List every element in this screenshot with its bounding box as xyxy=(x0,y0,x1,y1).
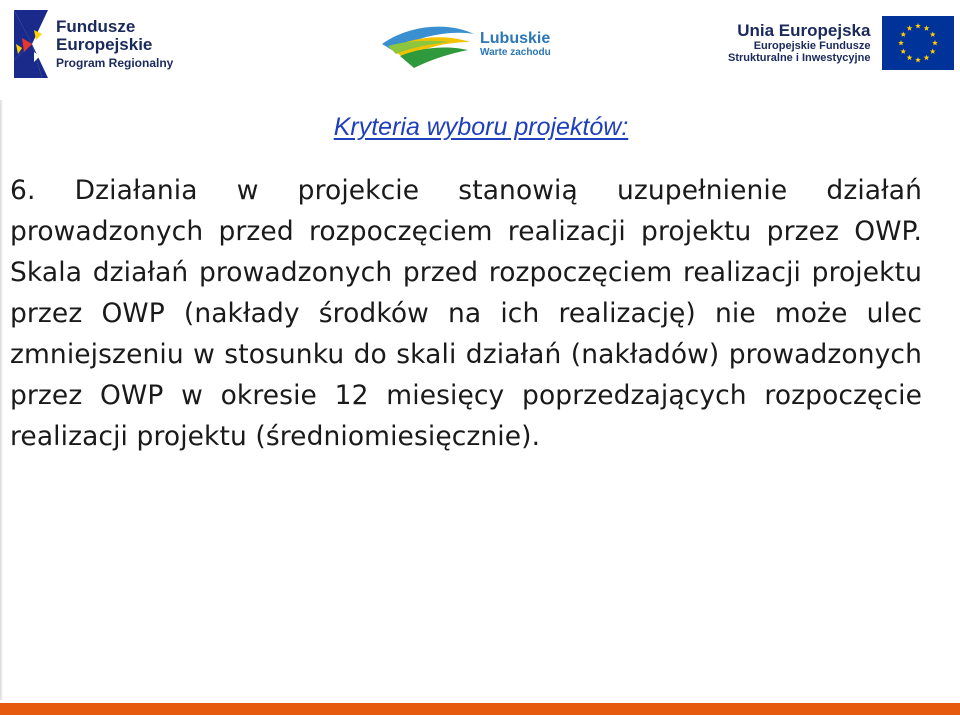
logo-unia-europejska xyxy=(728,16,954,70)
bottom-accent-bar xyxy=(0,703,960,715)
lubuskie-logo-text xyxy=(480,31,551,58)
fe-logo-line3: Program Regionalny xyxy=(56,56,174,71)
eu-flag-icon xyxy=(882,16,954,70)
ue-logo-line1: Unia Europejska xyxy=(737,20,871,40)
slide-title-container xyxy=(0,113,960,142)
logo-lubuskie xyxy=(380,16,551,74)
fundusze-europejskie-flag-icon xyxy=(12,8,50,80)
fe-logo-line2: Europejskie xyxy=(56,35,153,55)
ue-logo-line2: Europejskie Fundusze xyxy=(753,40,871,53)
left-edge-shadow xyxy=(0,100,3,700)
lubuskie-swoosh-icon xyxy=(380,16,476,74)
slide-title: Kryteria wyboru projektów: xyxy=(333,113,629,141)
ue-logo-line3: Strukturalne i Inwestycyjne xyxy=(728,52,871,65)
lubuskie-logo-tagline: Warte zachodu xyxy=(480,47,551,59)
fe-logo-text xyxy=(56,18,173,69)
header-logos xyxy=(0,0,960,88)
ue-logo-text xyxy=(728,22,870,65)
criterion-6-text: 6. Działania w projekcie stanowią uzupełnienie działań prowadzonych przed rozpoczęciem realizacji projektu przez OWP. Skala działań prowadzonych przed rozpoczęciem realizacji projektu przez OWP (nakłady środków na ich realizację) nie może ulec zmniejszeniu w stosunku do skali działań (nakładów) prowadzonych przez OWP w okresie 12 miesięcy poprzedzających rozpoczęcie realizacji projektu (średniomiesięcznie). xyxy=(10,175,922,452)
logo-fundusze-europejskie xyxy=(12,8,173,80)
fe-logo-line1: Fundusze xyxy=(56,17,136,37)
lubuskie-logo-name: Lubuskie xyxy=(480,30,551,48)
